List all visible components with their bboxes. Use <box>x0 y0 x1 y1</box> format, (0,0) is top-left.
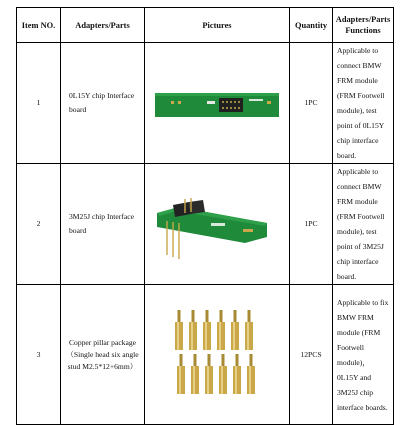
row-picture <box>145 43 290 164</box>
copper-stud <box>219 354 227 394</box>
copper-stud <box>203 310 211 350</box>
copper-stud <box>233 354 241 394</box>
header-item-no: Item NO. <box>17 8 61 43</box>
copper-stud <box>217 310 225 350</box>
copper-stud <box>205 354 213 394</box>
row-part-name: 3M25J chip Interface board <box>61 164 145 285</box>
row-part-name: 0L15Y chip Interface board <box>61 43 145 164</box>
header-parts: Adapters/Parts <box>61 8 145 43</box>
header-functions: Adapters/Parts Functions <box>333 8 394 43</box>
parts-table <box>16 7 394 425</box>
table-row <box>17 285 394 425</box>
pcb-board-icon <box>145 55 288 151</box>
copper-stud <box>177 354 185 394</box>
table-row <box>17 164 394 285</box>
row-item-no: 3 <box>17 285 61 425</box>
row-function: Applicable to fix BMW FRM module (FRM Footwell module)，0L15Y and 3M25J chip interface boards. <box>333 285 394 425</box>
copper-stud <box>245 310 253 350</box>
copper-stud-icon <box>145 286 288 424</box>
row-quantity: 1PC <box>290 164 333 285</box>
table-header-row <box>17 8 394 43</box>
row-function: Applicable to connect BMW FRM module (FRM Footwell module), test point of 0L15Y chip interface board. <box>333 43 394 164</box>
row-picture <box>145 285 290 425</box>
copper-stud <box>231 310 239 350</box>
table-row <box>17 43 394 164</box>
row-function: Applicable to connect BMW FRM module (FRM Footwell module), test point of 3M25J chip interface board. <box>333 164 394 285</box>
header-pictures: Pictures <box>145 8 290 43</box>
row-item-no: 1 <box>17 43 61 164</box>
row-part-name: Copper pillar package（Single head six angle stud M2.5*12+6mm） <box>61 285 145 425</box>
row-item-no: 2 <box>17 164 61 285</box>
row-quantity: 1PC <box>290 43 333 164</box>
copper-stud <box>191 354 199 394</box>
pcb-board-with-pins-icon <box>145 169 288 280</box>
row-quantity: 12PCS <box>290 285 333 425</box>
copper-stud <box>175 310 183 350</box>
copper-stud <box>189 310 197 350</box>
copper-stud <box>247 354 255 394</box>
row-picture <box>145 164 290 285</box>
header-quantity: Quantity <box>290 8 333 43</box>
